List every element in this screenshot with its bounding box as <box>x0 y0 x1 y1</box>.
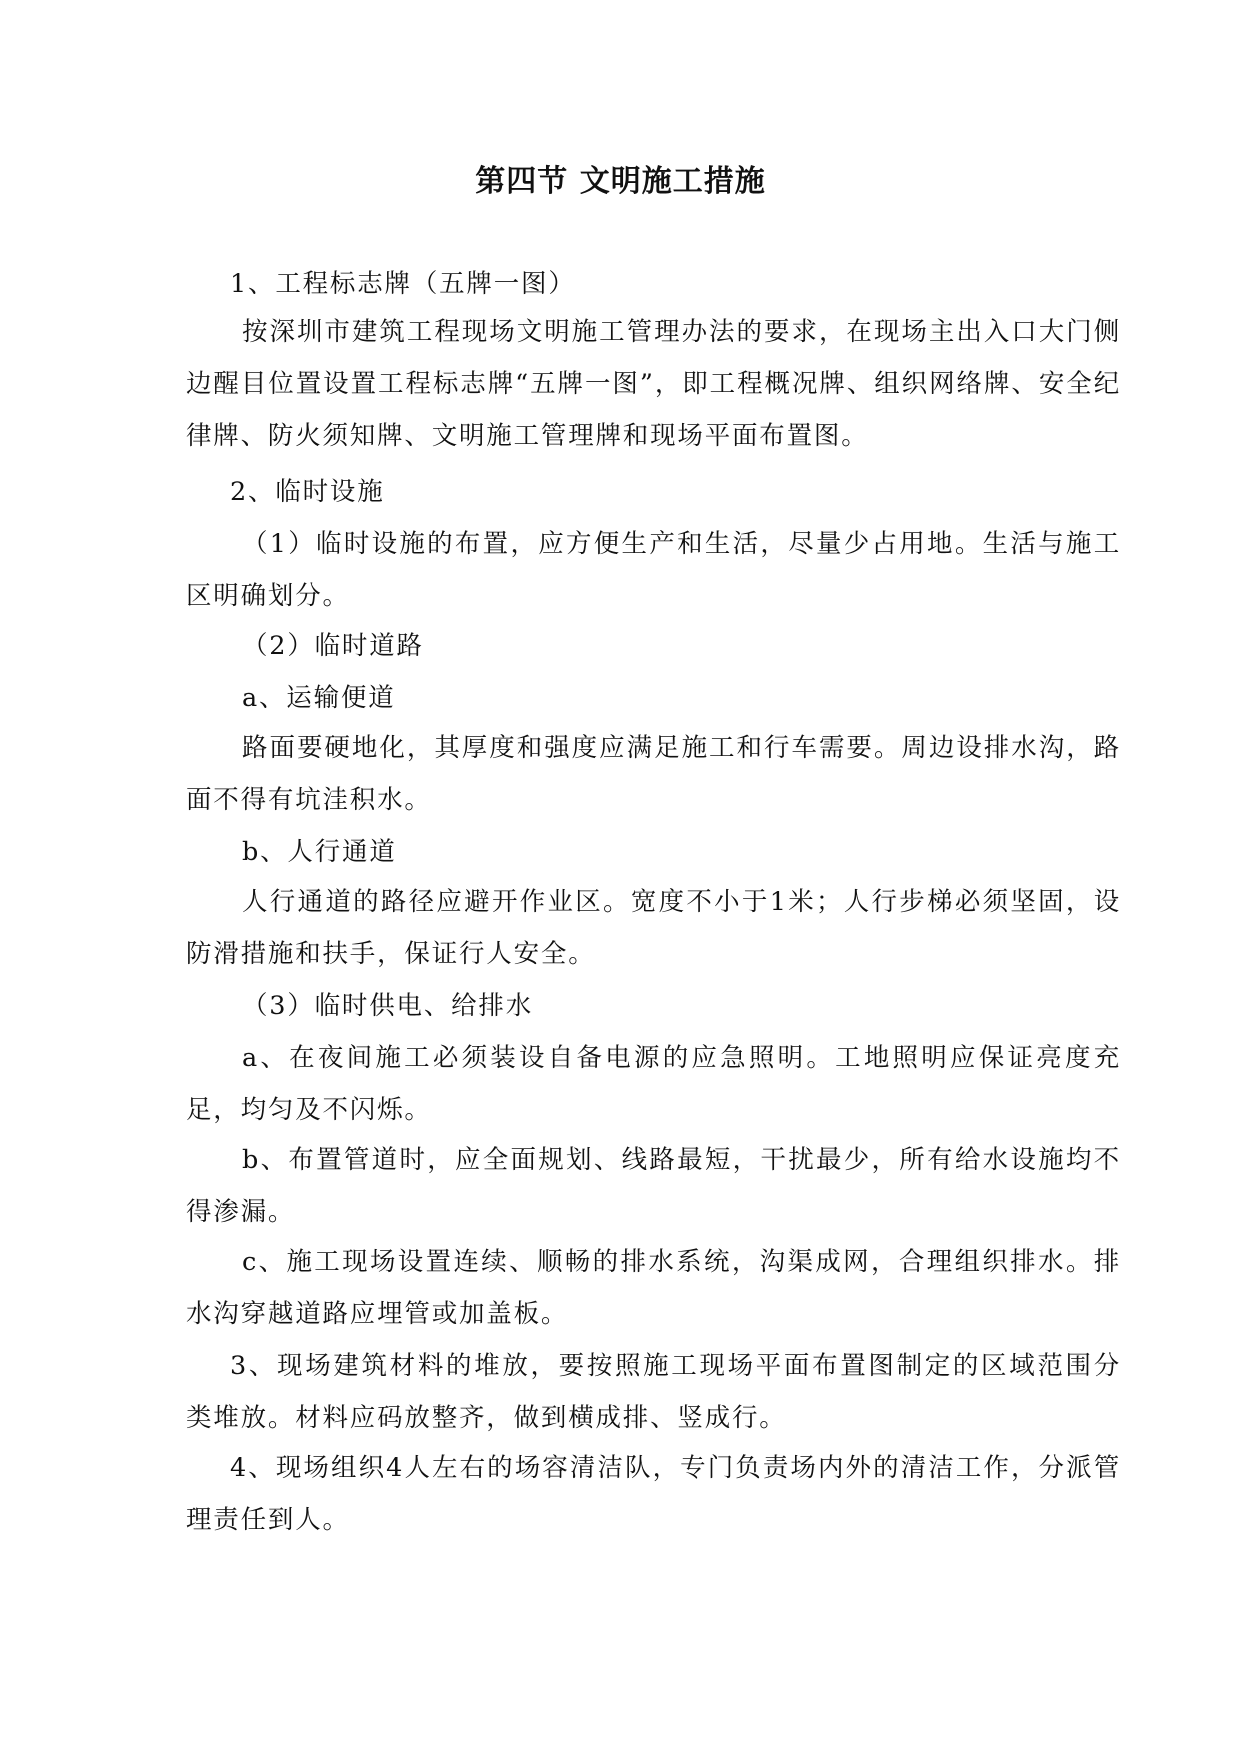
heading-item-2: 2、临时设施 <box>230 477 385 507</box>
heading-item-3: 3、现场建筑材料的堆放，要按照施工现场平面布置图制定的区域范围分类堆放。材料应码放整齐，做到横成排、竖成行。 <box>186 1351 1121 1433</box>
paragraph-road-surface: 路面要硬地化，其厚度和强度应满足施工和行车需要。周边设排水沟，路面不得有坑洼积水。 <box>186 733 1121 815</box>
subheading-pedestrian-path: b、人行通道 <box>242 837 397 867</box>
subheading-power-water: （3）临时供电、给排水 <box>242 991 534 1021</box>
paragraph-pipes: b、布置管道时，应全面规划、线路最短，干扰最少，所有给水设施均不得渗漏。 <box>186 1145 1121 1227</box>
paragraph-lighting: a、在夜间施工必须装设自备电源的应急照明。工地照明应保证亮度充足，均匀及不闪烁。 <box>186 1043 1121 1125</box>
paragraph-drainage: c、施工现场设置连续、顺畅的排水系统，沟渠成网，合理组织排水。排水沟穿越道路应埋管或加盖板。 <box>186 1247 1121 1329</box>
paragraph-pedestrian-path: 人行通道的路径应避开作业区。宽度不小于1米；人行步梯必须坚固，设防滑措施和扶手，保证行人安全。 <box>186 887 1121 969</box>
heading-item-4: 4、现场组织4人左右的场容清洁队，专门负责场内外的清洁工作，分派管理责任到人。 <box>186 1453 1121 1535</box>
paragraph-signage: 按深圳市建筑工程现场文明施工管理办法的要求，在现场主出入口大门侧边醒目位置设置工程标志牌“五牌一图”，即工程概况牌、组织网络牌、安全纪律牌、防火须知牌、文明施工管理牌和现场平面布置图。 <box>186 317 1121 451</box>
paragraph-facilities-layout: （1）临时设施的布置，应方便生产和生活，尽量少占用地。生活与施工区明确划分。 <box>186 529 1121 611</box>
subheading-transport-road: a、运输便道 <box>242 683 396 713</box>
subheading-temporary-road: （2）临时道路 <box>242 631 424 661</box>
heading-item-1: 1、工程标志牌（五牌一图） <box>230 269 576 299</box>
section-title: 第四节 文明施工措施 <box>475 164 766 199</box>
